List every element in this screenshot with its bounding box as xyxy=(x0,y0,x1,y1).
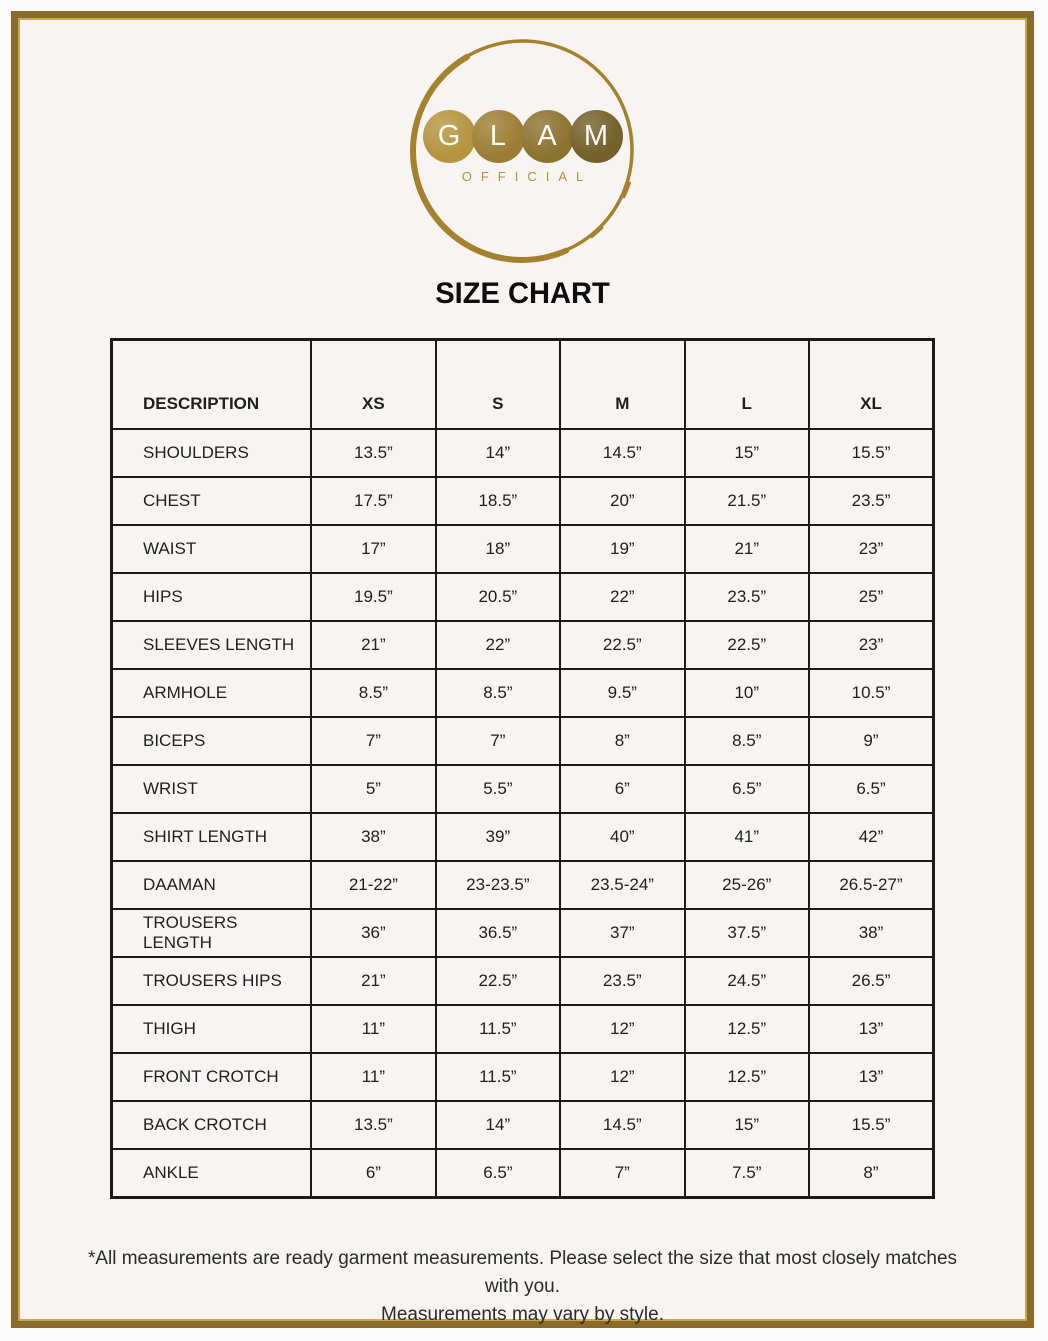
size-value-cell: 40” xyxy=(560,813,684,861)
size-value-cell: 23” xyxy=(809,525,934,573)
size-value-cell: 9” xyxy=(809,717,934,765)
size-value-cell: 8” xyxy=(560,717,684,765)
size-value-cell: 10” xyxy=(685,669,809,717)
size-value-cell: 22” xyxy=(436,621,560,669)
row-label: SHIRT LENGTH xyxy=(112,813,312,861)
footer-note-line2: Measurements may vary by style. xyxy=(381,1304,664,1325)
size-value-cell: 14.5” xyxy=(560,429,684,477)
page-title: SIZE CHART xyxy=(435,277,610,310)
table-row xyxy=(112,1149,934,1198)
row-label: ARMHOLE xyxy=(112,669,312,717)
row-label: WAIST xyxy=(112,525,312,573)
row-label: BICEPS xyxy=(112,717,312,765)
row-label: WRIST xyxy=(112,765,312,813)
size-value-cell: 11” xyxy=(311,1005,435,1053)
column-header-description: DESCRIPTION xyxy=(112,340,312,430)
brand-letter-l: L xyxy=(489,120,507,152)
footer-note xyxy=(73,1245,973,1329)
size-value-cell: 8.5” xyxy=(436,669,560,717)
size-value-cell: 13” xyxy=(809,1053,934,1101)
brand-letter-circle-a xyxy=(521,110,574,163)
size-value-cell: 8.5” xyxy=(685,717,809,765)
size-value-cell: 23-23.5” xyxy=(436,861,560,909)
column-header-xl: XL xyxy=(809,340,934,430)
size-value-cell: 23.5-24” xyxy=(560,861,684,909)
table-row xyxy=(112,525,934,573)
size-value-cell: 24.5” xyxy=(685,957,809,1005)
size-value-cell: 7.5” xyxy=(685,1149,809,1198)
size-value-cell: 22.5” xyxy=(436,957,560,1005)
table-row xyxy=(112,477,934,525)
size-value-cell: 39” xyxy=(436,813,560,861)
table-row xyxy=(112,813,934,861)
size-value-cell: 25” xyxy=(809,573,934,621)
brand-subtitle: OFFICIAL xyxy=(461,169,593,184)
table-row xyxy=(112,909,934,957)
size-value-cell: 5.5” xyxy=(436,765,560,813)
size-value-cell: 13.5” xyxy=(311,1101,435,1149)
size-value-cell: 14” xyxy=(436,429,560,477)
row-label: HIPS xyxy=(112,573,312,621)
size-value-cell: 15.5” xyxy=(809,429,934,477)
size-value-cell: 19” xyxy=(560,525,684,573)
size-value-cell: 26.5-27” xyxy=(809,861,934,909)
brand-letter-circle-m xyxy=(570,110,623,163)
size-value-cell: 12.5” xyxy=(685,1005,809,1053)
size-value-cell: 22.5” xyxy=(560,621,684,669)
table-body xyxy=(112,429,934,1198)
row-label: ANKLE xyxy=(112,1149,312,1198)
row-label: BACK CROTCH xyxy=(112,1101,312,1149)
size-value-cell: 11.5” xyxy=(436,1005,560,1053)
size-value-cell: 38” xyxy=(311,813,435,861)
column-header-m: M xyxy=(560,340,684,430)
table-row xyxy=(112,621,934,669)
size-value-cell: 7” xyxy=(436,717,560,765)
brand-letter-circle-l xyxy=(472,110,525,163)
size-value-cell: 37” xyxy=(560,909,684,957)
size-value-cell: 36.5” xyxy=(436,909,560,957)
column-header-l: L xyxy=(685,340,809,430)
size-value-cell: 21” xyxy=(311,957,435,1005)
size-value-cell: 9.5” xyxy=(560,669,684,717)
size-value-cell: 17” xyxy=(311,525,435,573)
table-row xyxy=(112,1101,934,1149)
size-value-cell: 23” xyxy=(809,621,934,669)
size-value-cell: 6.5” xyxy=(809,765,934,813)
row-label: SLEEVES LENGTH xyxy=(112,621,312,669)
page-content xyxy=(18,35,1027,1338)
size-value-cell: 10.5” xyxy=(809,669,934,717)
size-value-cell: 21.5” xyxy=(685,477,809,525)
table-row xyxy=(112,1005,934,1053)
size-value-cell: 23.5” xyxy=(560,957,684,1005)
size-value-cell: 11.5” xyxy=(436,1053,560,1101)
table-row xyxy=(112,573,934,621)
brand-letter-a: A xyxy=(537,120,557,152)
size-value-cell: 36” xyxy=(311,909,435,957)
brand-letters xyxy=(425,110,621,163)
size-value-cell: 21” xyxy=(685,525,809,573)
size-value-cell: 12” xyxy=(560,1005,684,1053)
brand-logo xyxy=(405,35,641,267)
page-frame xyxy=(11,11,1034,1328)
size-value-cell: 7” xyxy=(311,717,435,765)
size-value-cell: 20” xyxy=(560,477,684,525)
size-value-cell: 37.5” xyxy=(685,909,809,957)
size-value-cell: 13” xyxy=(809,1005,934,1053)
row-label: SHOULDERS xyxy=(112,429,312,477)
brand-letter-circle-g xyxy=(423,110,476,163)
size-value-cell: 23.5” xyxy=(809,477,934,525)
table-row xyxy=(112,717,934,765)
header-row xyxy=(112,340,934,430)
size-value-cell: 8.5” xyxy=(311,669,435,717)
table-row xyxy=(112,429,934,477)
size-value-cell: 8” xyxy=(809,1149,934,1198)
size-value-cell: 21-22” xyxy=(311,861,435,909)
column-header-s: S xyxy=(436,340,560,430)
table-row xyxy=(112,861,934,909)
size-value-cell: 12.5” xyxy=(685,1053,809,1101)
table-row xyxy=(112,1053,934,1101)
size-value-cell: 42” xyxy=(809,813,934,861)
size-value-cell: 41” xyxy=(685,813,809,861)
size-value-cell: 38” xyxy=(809,909,934,957)
size-value-cell: 18” xyxy=(436,525,560,573)
size-value-cell: 19.5” xyxy=(311,573,435,621)
size-value-cell: 23.5” xyxy=(685,573,809,621)
column-header-xs: XS xyxy=(311,340,435,430)
size-value-cell: 6” xyxy=(560,765,684,813)
footer-note-line1: *All measurements are ready garment measurements. Please select the size that most closely matches with you. xyxy=(87,1248,958,1297)
size-value-cell: 17.5” xyxy=(311,477,435,525)
size-value-cell: 14” xyxy=(436,1101,560,1149)
size-value-cell: 22.5” xyxy=(685,621,809,669)
brand-letter-g: G xyxy=(437,120,461,152)
table-row xyxy=(112,669,934,717)
size-value-cell: 26.5” xyxy=(809,957,934,1005)
row-label: FRONT CROTCH xyxy=(112,1053,312,1101)
size-value-cell: 13.5” xyxy=(311,429,435,477)
size-value-cell: 5” xyxy=(311,765,435,813)
row-label: TROUSERS HIPS xyxy=(112,957,312,1005)
brand-letter-m: M xyxy=(583,120,609,152)
size-chart-table xyxy=(110,338,935,1199)
size-value-cell: 7” xyxy=(560,1149,684,1198)
size-value-cell: 18.5” xyxy=(436,477,560,525)
size-value-cell: 6.5” xyxy=(685,765,809,813)
size-value-cell: 14.5” xyxy=(560,1101,684,1149)
size-value-cell: 11” xyxy=(311,1053,435,1101)
size-value-cell: 22” xyxy=(560,573,684,621)
row-label: TROUSERS LENGTH xyxy=(112,909,312,957)
table-header xyxy=(112,340,934,430)
size-value-cell: 15” xyxy=(685,429,809,477)
size-value-cell: 6” xyxy=(311,1149,435,1198)
size-value-cell: 25-26” xyxy=(685,861,809,909)
size-value-cell: 15” xyxy=(685,1101,809,1149)
size-value-cell: 12” xyxy=(560,1053,684,1101)
size-value-cell: 6.5” xyxy=(436,1149,560,1198)
size-value-cell: 15.5” xyxy=(809,1101,934,1149)
row-label: THIGH xyxy=(112,1005,312,1053)
table-row xyxy=(112,957,934,1005)
row-label: CHEST xyxy=(112,477,312,525)
row-label: DAAMAN xyxy=(112,861,312,909)
size-value-cell: 20.5” xyxy=(436,573,560,621)
size-value-cell: 21” xyxy=(311,621,435,669)
table-row xyxy=(112,765,934,813)
